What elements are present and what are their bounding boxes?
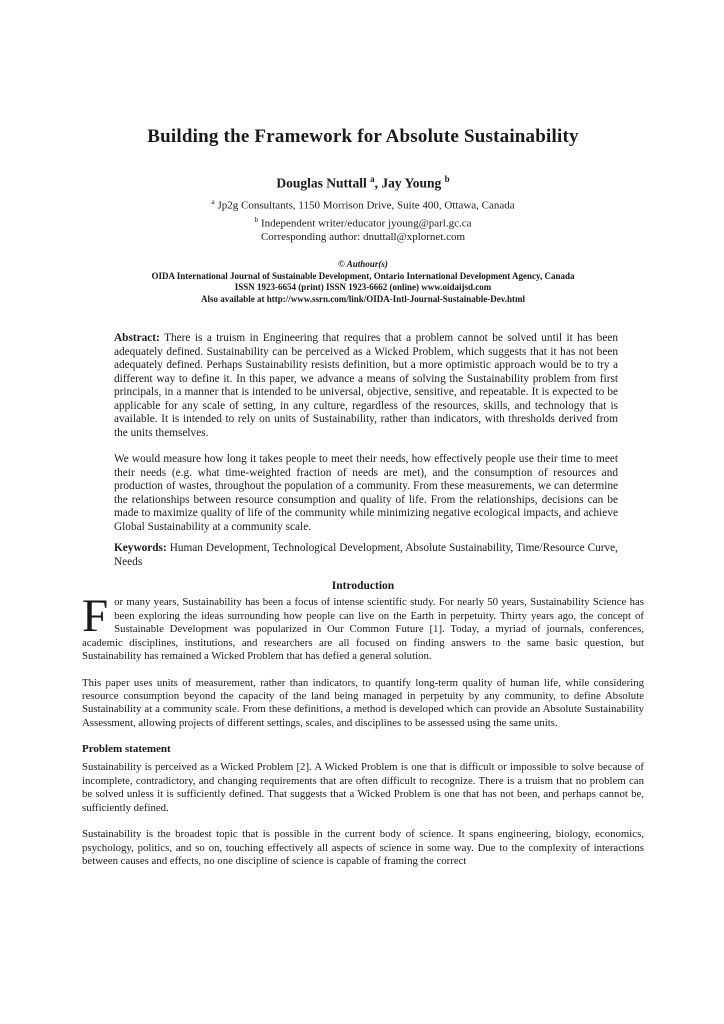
keywords-text: Human Development, Technological Development, Absolute Sustainability, Time/Resource Curve, Needs xyxy=(114,542,619,568)
corresponding-author-text: Corresponding author: dnuttall@xplornet.com xyxy=(260,230,466,243)
problem-statement-heading: Problem statement xyxy=(82,743,171,756)
abstract-paragraph-1 xyxy=(114,332,618,440)
author-2-affiliation-mark: b xyxy=(444,174,450,184)
affiliation-b-mark: b xyxy=(254,214,259,224)
copyright-line: © Authour(s) xyxy=(338,259,388,270)
author-1-affiliation-mark: a xyxy=(370,174,375,184)
abstract-paragraph-1-text: There is a truism in Engineering that requires that a problem cannot be solved until it has been adequately defined. Sustainability can be perceived as a Wicked Problem, which suggests that it has not been adequately defined. Perhaps Sustainability resists definition, but a more optimistic approach would be to try a different way to define it. In this paper, we advance a means of solving the Sustainability problem from first principals, in a manner that is intended to be universal, objective, sensitive, and repeatable. It is expected to be applicable for any scale of setting, in any culture, regardless of the resources, skills, and technology that is available. It is intended to rely on units of Sustainability, rather than indicators, with thresholds derived from the units themselves. xyxy=(114,332,618,439)
affiliation-a-mark: a xyxy=(211,196,215,206)
problem-statement-paragraph-1: Sustainability is perceived as a Wicked Problem [2]. A Wicked Problem is one that is difficult or impossible to solve because of incomplete, contradictory, and changing requirements that are often difficult to recognize. There is a truism that no problem can be solved unless it is sufficiently defined. That suggests that a Wicked Problem is one that has not been, and perhaps cannot be, sufficiently defined. xyxy=(82,761,644,814)
keywords-label: Keywords: xyxy=(114,542,167,555)
corresponding-author-line xyxy=(82,231,644,245)
introduction-paragraph-2: This paper uses units of measurement, rather than indicators, to quantify long-term quality of human life, while considering resource consumption beyond the capacity of the land being managed in perpetuity by any community, to define Absolute Sustainability at a community scale. From these definitions, a method is developed which can provide an Absolute Sustainability Assessment, allowing projects of different settings, scales, and disciplines to be assessed using the same units. xyxy=(82,676,644,729)
affiliation-a-text: Jp2g Consultants, 1150 Morrison Drive, Suite 400, Ottawa, Canada xyxy=(217,199,515,212)
affiliation-b xyxy=(82,213,644,231)
affiliations-block xyxy=(82,195,644,245)
author-2-name: Jay Young xyxy=(381,175,442,191)
abstract-paragraph-2: We would measure how long it takes people to meet their needs, how effectively people use their time to meet their needs (e.g. what time-weighted fraction of needs are met), and the consumption of resources and production of wastes, throughout the population of a community. From these measurements, we can determine the relationships between resource consumption and quality of life. From the relationships, decisions can be made to maximize quality of life of the community while minimizing negative ecological impacts, and achieve Global Sustainability at a community scale. xyxy=(114,453,618,533)
introduction-paragraph-1-text: or many years, Sustainability has been a focus of intense scientific study. For nearly 50 years, Sustainability Science has been exploring the ideas surrounding how people can live on the Earth in perpetuity. Thirty years ago, the concept of Sustainable Development was popularized in Our Common Future [1]. Today, a myriad of journals, conferences, academic disciplines, institutions, and researchers are all focused on finding answers to the same basic question, but Sustainability has remained a Wicked Problem that has defied a general solution. xyxy=(82,596,644,663)
keywords-line xyxy=(114,542,618,569)
affiliation-a xyxy=(82,195,644,213)
affiliation-b-text: Independent writer/educator jyoung@parl.gc.ca xyxy=(261,217,472,230)
author-1-name: Douglas Nuttall xyxy=(276,175,367,191)
paper-title: Building the Framework for Absolute Sustainability xyxy=(147,126,579,147)
availability-line: Also available at http://www.ssrn.com/link/OIDA-Intl-Journal-Sustainable-Dev.html xyxy=(200,293,526,304)
authors-separator: , xyxy=(374,175,382,191)
abstract-label: Abstract: xyxy=(114,332,160,345)
issn-line: ISSN 1923-6654 (print) ISSN 1923-6662 (online) www.oidaijsd.com xyxy=(234,282,492,293)
problem-statement-paragraph-2: Sustainability is the broadest topic that is possible in the current body of science. It spans engineering, biology, economics, psychology, politics, and so on, touching effectively all aspects of science in some way. Due to the complexity of interactions between causes and effects, no one discipline of science is capable of framing the correct xyxy=(82,828,644,868)
dropcap-letter: F xyxy=(82,590,109,643)
journal-name-line: OIDA International Journal of Sustainable Development, Ontario International Development Agency, Canada xyxy=(151,270,575,281)
authors-line xyxy=(82,171,644,192)
introduction-paragraph-1 xyxy=(82,590,644,663)
introduction-heading: Introduction xyxy=(331,580,395,593)
abstract-block xyxy=(114,332,618,569)
journal-imprint-block xyxy=(82,259,644,305)
